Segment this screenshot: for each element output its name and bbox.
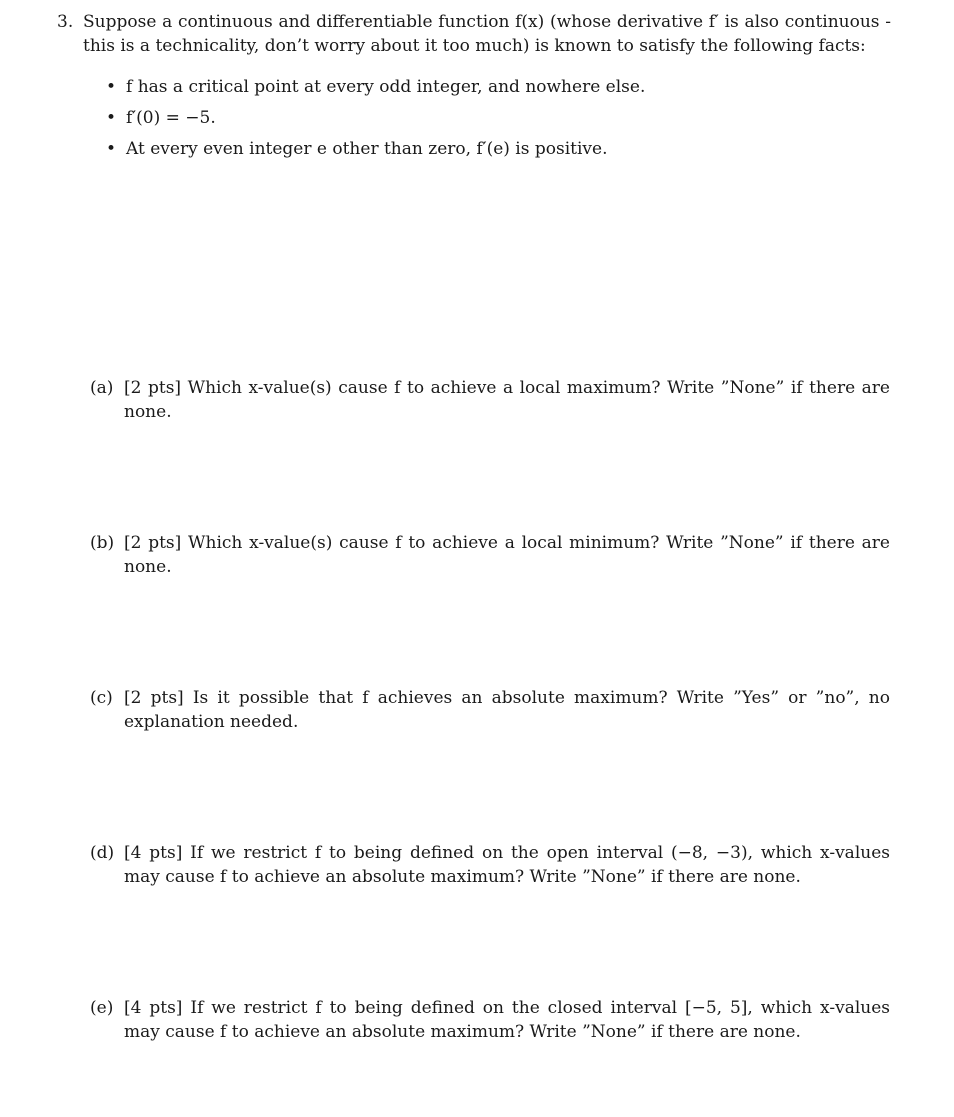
part-text: [4 pts] If we restrict f to being defined on the open interval (−8, −3), which x-values may cause f to achieve an absolute maximum? Write ”None” if there are none. <box>124 843 890 887</box>
problem-number: 3. <box>57 12 74 32</box>
part-label: (e) <box>90 998 114 1018</box>
bullet-icon: • <box>106 139 117 159</box>
fact-text: f has a critical point at every odd integer, and nowhere else. <box>126 77 646 97</box>
question-part-e <box>90 996 890 1044</box>
part-label: (a) <box>90 378 114 398</box>
fact-text: At every even integer e other than zero, f′(e) is positive. <box>126 139 608 159</box>
question-part-d <box>90 841 890 889</box>
facts-list <box>106 74 645 167</box>
bullet-icon: • <box>106 77 117 97</box>
part-text: [2 pts] Is it possible that f achieves an absolute maximum? Write ”Yes” or ”no”, no explanation needed. <box>124 688 890 732</box>
problem-intro: Suppose a continuous and differentiable function f(x) (whose derivative f′ is also continuous - this is a technicality, don’t worry about it too much) is known to satisfy the following facts: <box>83 12 891 56</box>
question-part-c <box>90 686 890 734</box>
part-text: [2 pts] Which x-value(s) cause f to achieve a local maximum? Write ”None” if there are none. <box>124 378 890 422</box>
fact-text: f′(0) = −5. <box>126 108 216 128</box>
bullet-icon: • <box>106 108 117 128</box>
part-label: (c) <box>90 688 113 708</box>
list-item <box>106 105 645 136</box>
part-text: [4 pts] If we restrict f to being defined on the closed interval [−5, 5], which x-values may cause f to achieve an absolute maximum? Write ”None” if there are none. <box>124 998 890 1042</box>
question-part-a <box>90 376 890 424</box>
part-text: [2 pts] Which x-value(s) cause f to achieve a local minimum? Write ”None” if there are none. <box>124 533 890 577</box>
list-item <box>106 74 645 105</box>
list-item <box>106 136 645 167</box>
part-label: (d) <box>90 843 115 863</box>
part-label: (b) <box>90 533 115 553</box>
question-part-b <box>90 531 890 579</box>
